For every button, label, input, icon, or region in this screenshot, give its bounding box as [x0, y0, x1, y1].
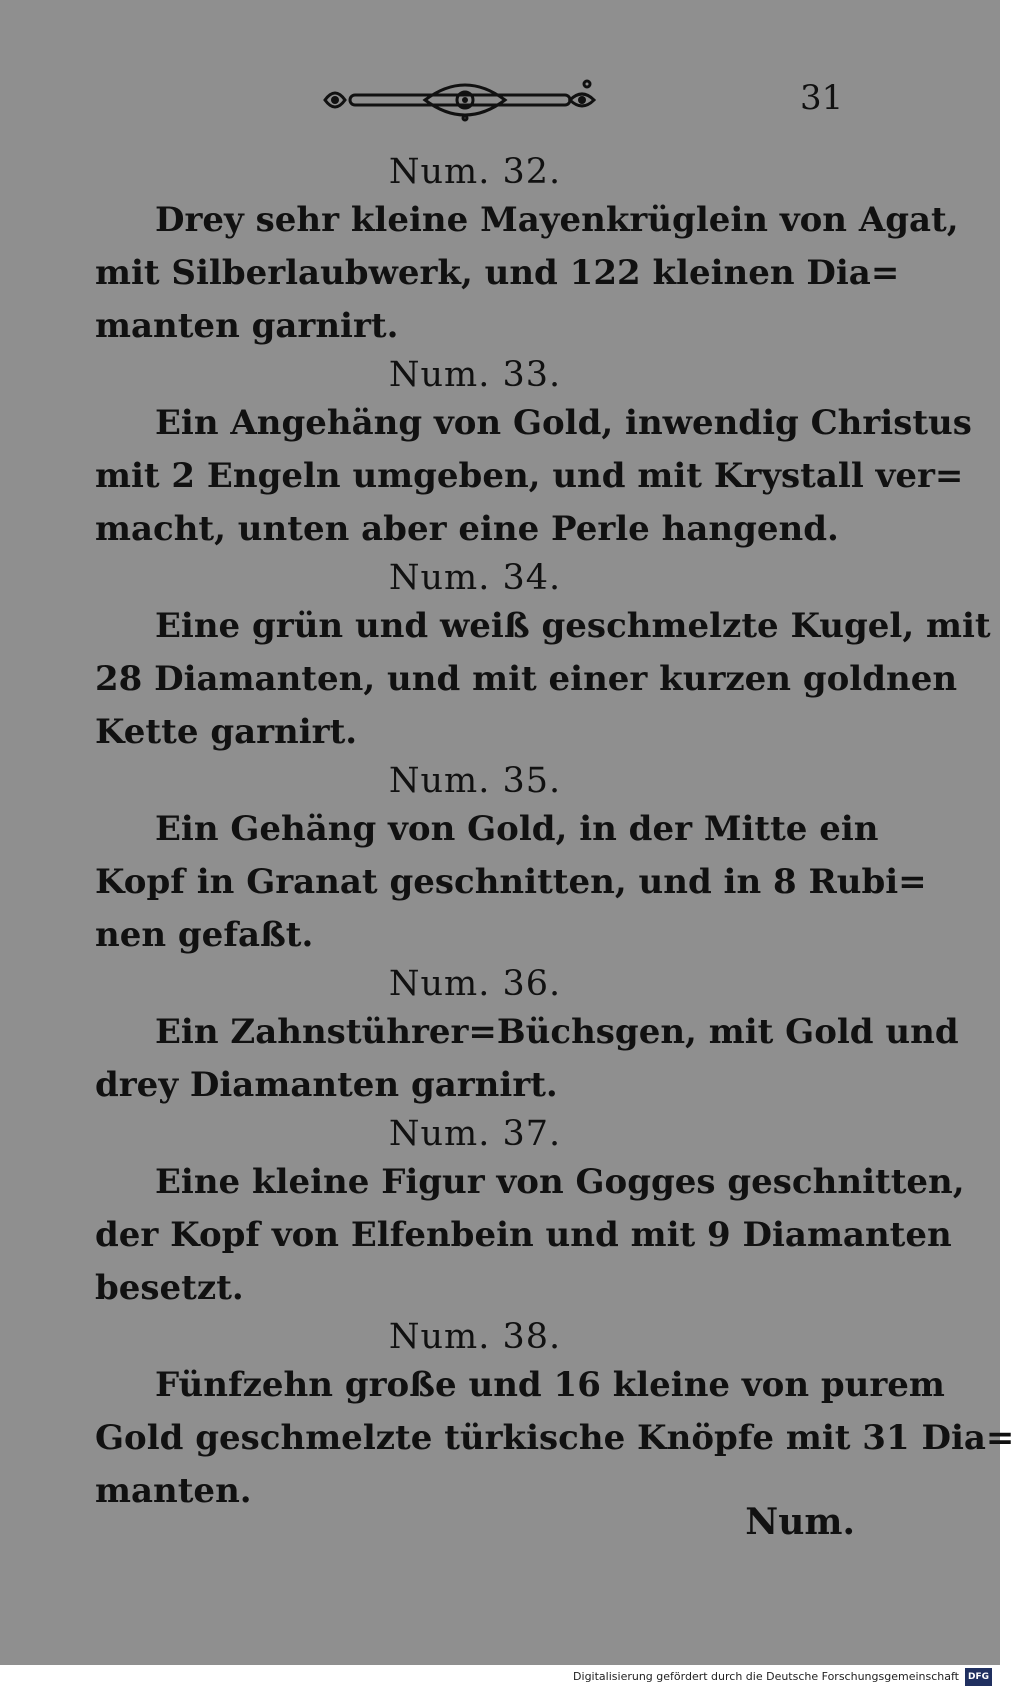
digitization-credit	[573, 1668, 992, 1686]
entry-line: manten garnirt.	[95, 306, 399, 346]
entry-line: der Kopf von Elfenbein und mit 9 Diamanten	[95, 1215, 952, 1255]
entry-line: nen gefaßt.	[95, 915, 314, 955]
entry-line: Gold geschmelzte türkische Knöpfe mit 31 Dia=	[95, 1418, 1014, 1458]
dfg-logo: DFG	[965, 1668, 992, 1686]
entry-line: drey Diamanten garnirt.	[95, 1065, 558, 1105]
catchword: Num.	[745, 1501, 855, 1543]
entry-line: Fünfzehn große und 16 kleine von purem	[155, 1365, 945, 1405]
entry-heading: Num. 35.	[388, 761, 562, 801]
entry-line: mit 2 Engeln umgeben, und mit Krystall ver=	[95, 456, 964, 496]
entry-line: manten.	[95, 1471, 252, 1511]
entry-line: besetzt.	[95, 1268, 244, 1308]
entry-heading: Num. 32.	[388, 152, 562, 192]
entry-heading: Num. 38.	[388, 1317, 562, 1357]
entry-line: macht, unten aber eine Perle hangend.	[95, 509, 839, 549]
entry-line: Eine kleine Figur von Gogges geschnitten,	[155, 1162, 965, 1202]
entry-line: Kette garnirt.	[95, 712, 358, 752]
entry-heading: Num. 33.	[388, 355, 562, 395]
entry-line: mit Silberlaubwerk, und 122 kleinen Dia=	[95, 253, 900, 293]
entry-line: Kopf in Granat geschnitten, und in 8 Rubi=	[95, 862, 927, 902]
entry-38	[95, 1315, 1014, 1518]
entry-37	[95, 1112, 965, 1315]
entry-35	[95, 759, 927, 962]
entry-heading: Num. 36.	[388, 964, 562, 1004]
entry-32	[95, 150, 959, 353]
entry-34	[95, 556, 991, 759]
entry-line: Ein Gehäng von Gold, in der Mitte ein	[155, 809, 879, 849]
entry-33	[95, 353, 972, 556]
entry-line: Eine grün und weiß geschmelzte Kugel, mit	[155, 606, 991, 646]
entry-line: Drey sehr kleine Mayenkrüglein von Agat,	[155, 200, 959, 240]
page-number: 31	[800, 78, 844, 118]
entry-heading: Num. 34.	[388, 558, 562, 598]
entry-line: Ein Zahnstührer=Büchsgen, mit Gold und	[155, 1012, 959, 1052]
entry-line: Ein Angehäng von Gold, inwendig Christus	[155, 403, 972, 443]
credit-text: Digitalisierung gefördert durch die Deutsche Forschungsgemeinschaft	[573, 1670, 959, 1683]
entry-heading: Num. 37.	[388, 1114, 562, 1154]
entry-line: 28 Diamanten, und mit einer kurzen goldnen	[95, 659, 958, 699]
page-body	[95, 150, 1014, 1518]
entry-36	[95, 962, 959, 1112]
ornament-headpiece	[315, 78, 615, 124]
